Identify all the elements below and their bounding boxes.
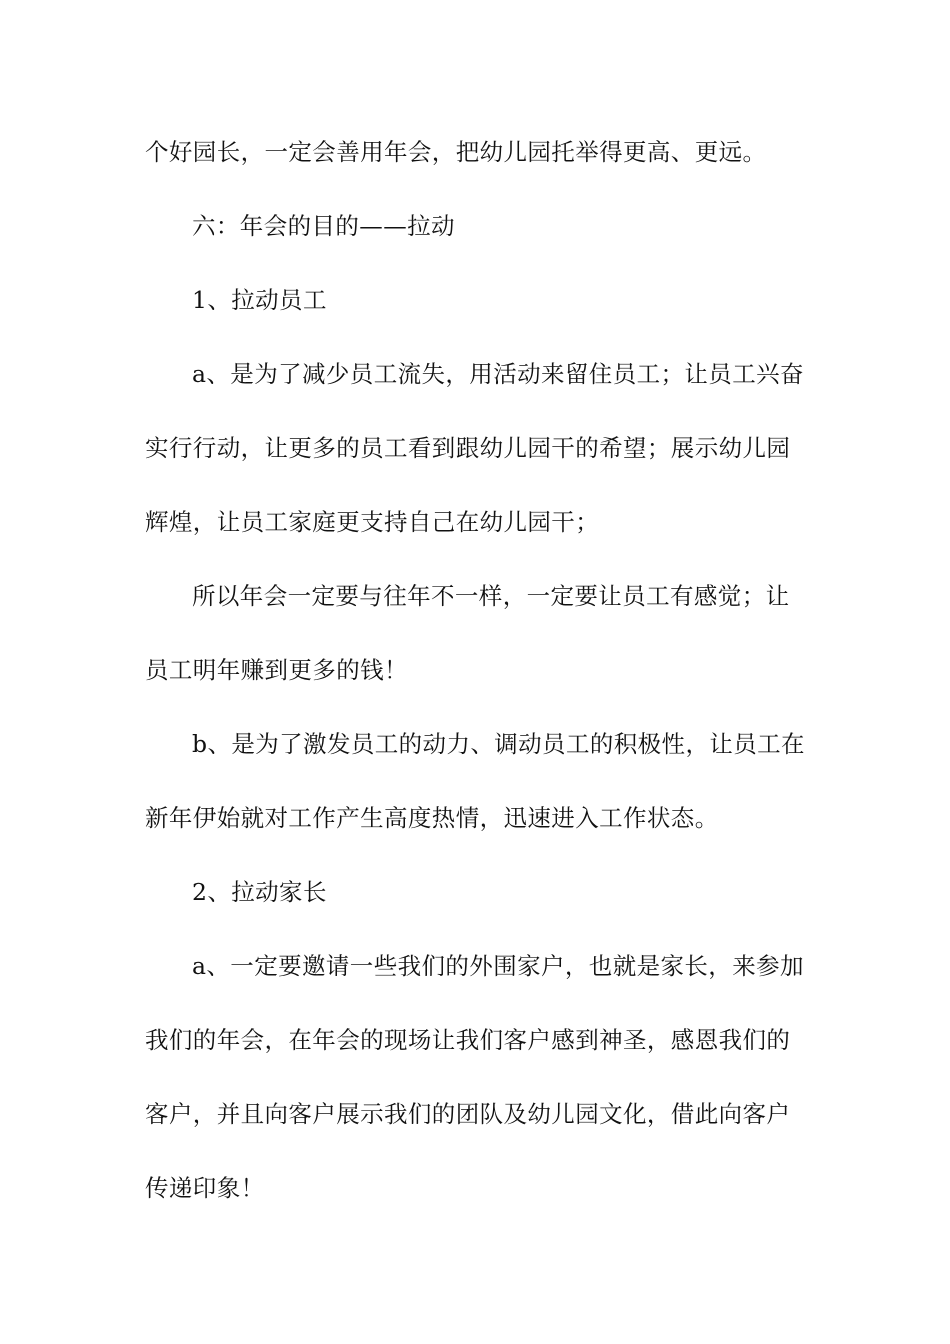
paragraph-line: 我们的年会，在年会的现场让我们客户感到神圣，感恩我们的: [145, 1026, 791, 1054]
paragraph-line: a、一定要邀请一些我们的外围家户，也就是家长，来参加: [192, 952, 804, 980]
section-heading: 六：年会的目的——拉动: [192, 212, 455, 240]
paragraph-line: 传递印象！: [145, 1174, 265, 1202]
paragraph-line: a、是为了减少员工流失，用活动来留住员工；让员工兴奋: [192, 360, 804, 388]
paragraph-line: 辉煌，让员工家庭更支持自己在幼儿园干；: [145, 508, 600, 536]
paragraph-line: 实行行动，让更多的员工看到跟幼儿园干的希望；展示幼儿园: [145, 434, 791, 462]
paragraph-line: 所以年会一定要与往年不一样，一定要让员工有感觉；让: [192, 582, 790, 610]
subsection-heading: 1、拉动员工: [192, 286, 327, 314]
subsection-heading: 2、拉动家长: [192, 878, 327, 906]
paragraph-line: 员工明年赚到更多的钱！: [145, 656, 408, 684]
paragraph-line: 客户，并且向客户展示我们的团队及幼儿园文化，借此向客户: [145, 1100, 791, 1128]
paragraph-line: 个好园长，一定会善用年会，把幼儿园托举得更高、更远。: [145, 138, 767, 166]
paragraph-line: b、是为了激发员工的动力、调动员工的积极性，让员工在: [192, 730, 805, 758]
paragraph-line: 新年伊始就对工作产生高度热情，迅速进入工作状态。: [145, 804, 719, 832]
